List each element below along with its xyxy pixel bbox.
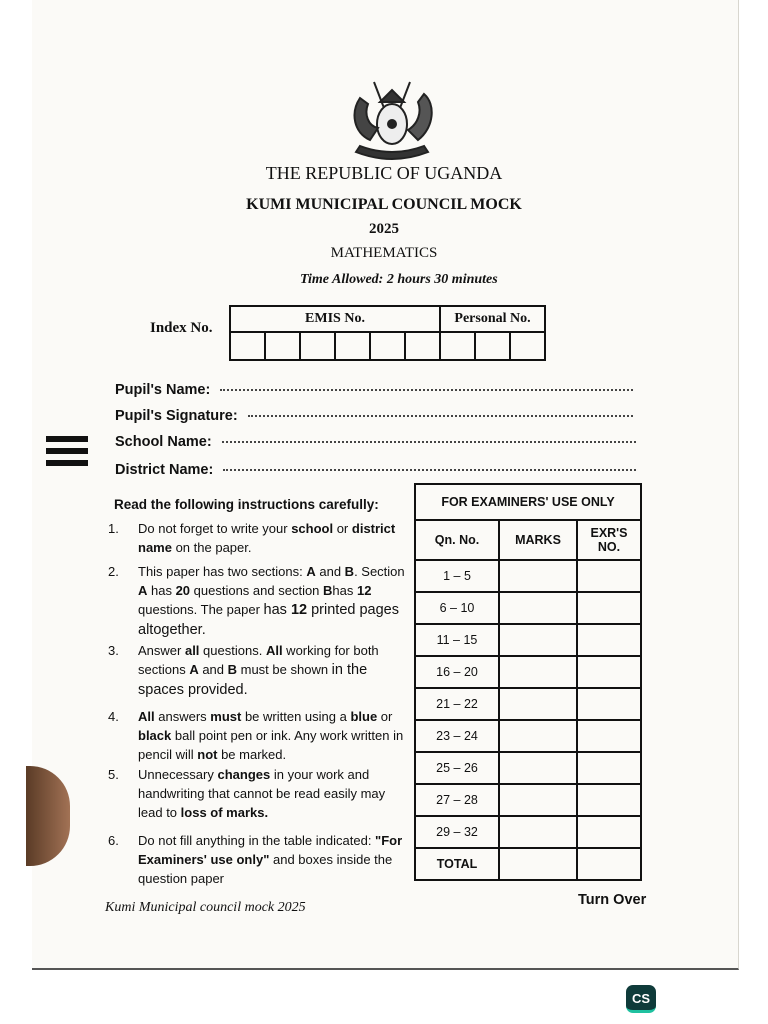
table-row <box>415 720 641 752</box>
emis-box[interactable] <box>230 332 265 360</box>
emis-box[interactable] <box>370 332 405 360</box>
exam-year: 2025 <box>369 221 399 237</box>
instruction-text: Answer all questions. All working for both sections A and B must be shown in the spaces provided. <box>138 643 379 698</box>
subject-title: MATHEMATICS <box>330 245 438 261</box>
footer-exam-name: Kumi Municipal council mock 2025 <box>105 900 306 915</box>
instruction-item <box>108 707 408 764</box>
pupil-signature-label: Pupil's Signature: <box>115 408 238 424</box>
instruction-item <box>108 765 408 822</box>
examiner-number-cell[interactable] <box>577 592 641 624</box>
question-range: 27 – 28 <box>415 784 499 816</box>
examiners-table <box>414 483 642 881</box>
total-examiner-cell[interactable] <box>577 848 641 880</box>
instruction-text: Do not forget to write your school or district name on the paper. <box>138 521 396 555</box>
question-range: 23 – 24 <box>415 720 499 752</box>
marks-cell[interactable] <box>499 560 577 592</box>
col-question-number: Qn. No. <box>415 520 499 560</box>
school-name-label: School Name: <box>115 434 212 450</box>
instruction-text: Unnecessary changes in your work and handwriting that cannot be read easily may lead to loss of marks. <box>138 767 386 820</box>
instruction-text: Do not fill anything in the table indicated: "For Examiners' use only" and boxes inside the question paper <box>138 833 403 886</box>
question-range: 16 – 20 <box>415 656 499 688</box>
emis-header: EMIS No. <box>230 306 440 332</box>
table-row <box>415 624 641 656</box>
personal-number-header: Personal No. <box>440 306 545 332</box>
district-name-field[interactable] <box>115 462 636 478</box>
instruction-text: All answers must be written using a blue or black ball point pen or ink. Any work written in pencil will not be marked. <box>138 709 404 762</box>
table-row <box>415 592 641 624</box>
examiner-number-cell[interactable] <box>577 688 641 720</box>
emis-box[interactable] <box>265 332 300 360</box>
examiner-number-cell[interactable] <box>577 752 641 784</box>
instruction-number: 4. <box>108 709 119 724</box>
table-row <box>415 816 641 848</box>
marks-cell[interactable] <box>499 752 577 784</box>
examiner-number-cell[interactable] <box>577 560 641 592</box>
instruction-number: 2. <box>108 564 119 579</box>
district-name-label: District Name: <box>115 462 214 478</box>
personal-number-box[interactable] <box>440 332 475 360</box>
marks-cell[interactable] <box>499 720 577 752</box>
instruction-number: 6. <box>108 833 119 848</box>
table-row <box>415 784 641 816</box>
marks-cell[interactable] <box>499 656 577 688</box>
instruction-item <box>108 519 408 557</box>
marks-cell[interactable] <box>499 688 577 720</box>
marks-cell[interactable] <box>499 784 577 816</box>
instruction-text: This paper has two sections: A and B. Section A has 20 questions and section Bhas 12 questions. The paper has 12 printed pages altogether. <box>138 564 405 638</box>
time-allowed: Time Allowed: 2 hours 30 minutes <box>300 272 498 287</box>
instruction-number: 3. <box>108 643 119 658</box>
question-range: 29 – 32 <box>415 816 499 848</box>
question-range: 25 – 26 <box>415 752 499 784</box>
binding-marks <box>46 436 88 472</box>
instruction-item <box>108 562 408 640</box>
table-row <box>415 560 641 592</box>
question-range: 1 – 5 <box>415 560 499 592</box>
col-marks: MARKS <box>499 520 577 560</box>
camscanner-logo-icon: CS <box>626 985 656 1013</box>
pupil-name-field[interactable] <box>115 382 633 398</box>
total-label: TOTAL <box>415 848 499 880</box>
instruction-item <box>108 641 408 700</box>
exam-title: KUMI MUNICIPAL COUNCIL MOCK <box>246 196 522 213</box>
examiner-number-cell[interactable] <box>577 720 641 752</box>
table-row <box>415 656 641 688</box>
emis-box[interactable] <box>300 332 335 360</box>
school-name-field[interactable] <box>115 434 636 450</box>
examiner-number-cell[interactable] <box>577 816 641 848</box>
republic-heading: THE REPUBLIC OF UGANDA <box>265 163 503 183</box>
examiner-number-cell[interactable] <box>577 624 641 656</box>
examiners-table-title: FOR EXAMINERS' USE ONLY <box>415 484 641 520</box>
pupil-signature-field[interactable] <box>115 408 633 424</box>
personal-number-box[interactable] <box>510 332 545 360</box>
marks-cell[interactable] <box>499 624 577 656</box>
personal-number-box[interactable] <box>475 332 510 360</box>
instructions-title: Read the following instructions carefully: <box>114 497 379 512</box>
question-range: 21 – 22 <box>415 688 499 720</box>
index-number-label: Index No. <box>150 320 213 336</box>
pupil-name-label: Pupil's Name: <box>115 382 211 398</box>
examiner-number-cell[interactable] <box>577 784 641 816</box>
question-range: 11 – 15 <box>415 624 499 656</box>
question-range: 6 – 10 <box>415 592 499 624</box>
instruction-item <box>108 831 408 888</box>
examiner-number-cell[interactable] <box>577 656 641 688</box>
table-row <box>415 752 641 784</box>
turn-over-label: Turn Over <box>578 892 647 908</box>
marks-cell[interactable] <box>499 592 577 624</box>
col-examiner-number: EXR'S NO. <box>577 520 641 560</box>
emis-box[interactable] <box>335 332 370 360</box>
marks-cell[interactable] <box>499 816 577 848</box>
instruction-number: 5. <box>108 767 119 782</box>
instruction-number: 1. <box>108 521 119 536</box>
emis-box[interactable] <box>405 332 440 360</box>
index-number-table <box>229 305 546 361</box>
uganda-coat-of-arms-icon <box>340 78 444 168</box>
total-marks-cell[interactable] <box>499 848 577 880</box>
table-row <box>415 688 641 720</box>
